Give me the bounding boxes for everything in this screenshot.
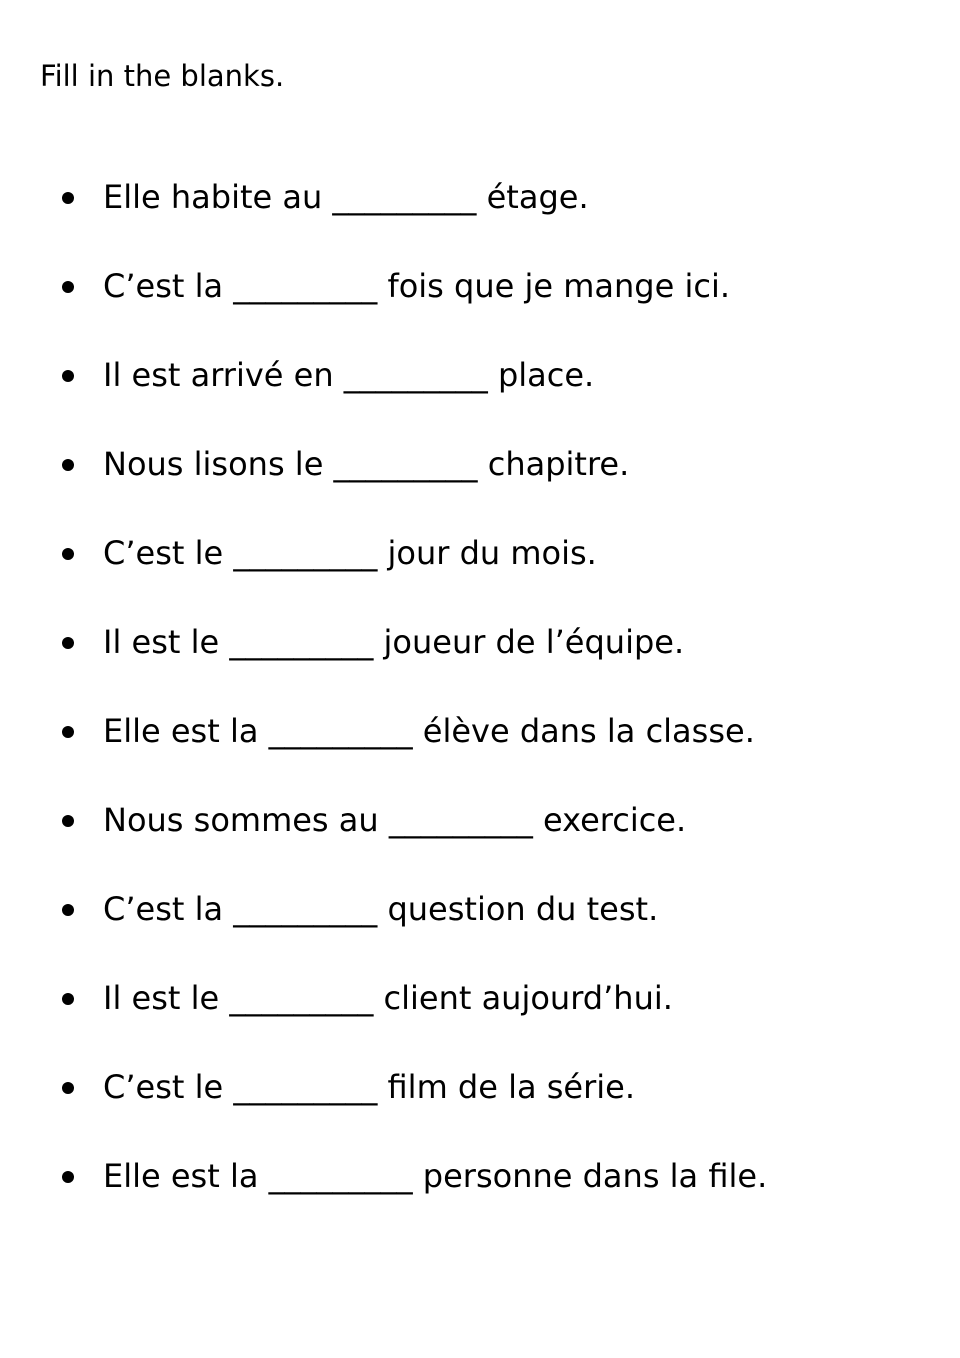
- list-item: [0, 887, 960, 976]
- bullet-icon: [62, 192, 74, 204]
- blank-line: _________: [333, 445, 478, 483]
- bullet-icon: [62, 548, 74, 560]
- sentence-after: jour du mois.: [387, 534, 597, 572]
- sentence-before: Nous sommes au: [103, 801, 379, 839]
- bullet-icon: [62, 904, 74, 916]
- sentence-text: [103, 531, 597, 575]
- instructions-text: Fill in the blanks.: [40, 59, 285, 93]
- list-item: [0, 620, 960, 709]
- sentence-after: étage.: [486, 178, 589, 216]
- blank-line: _________: [233, 534, 378, 572]
- sentence-text: [103, 798, 686, 842]
- blank-line: _________: [388, 801, 533, 839]
- bullet-icon: [62, 637, 74, 649]
- list-item: [0, 264, 960, 353]
- sentence-before: C’est la: [103, 890, 224, 928]
- sentence-before: Nous lisons le: [103, 445, 324, 483]
- sentence-after: chapitre.: [487, 445, 630, 483]
- sentence-text: [103, 442, 629, 486]
- blank-line: _________: [343, 356, 488, 394]
- list-item: [0, 709, 960, 798]
- sentence-before: C’est le: [103, 534, 224, 572]
- list-item: [0, 442, 960, 531]
- sentence-before: Elle est la: [103, 1157, 259, 1195]
- sentence-after: exercice.: [543, 801, 687, 839]
- list-item: [0, 976, 960, 1065]
- sentence-before: C’est la: [103, 267, 224, 305]
- sentence-after: élève dans la classe.: [422, 712, 755, 750]
- blank-line: _________: [229, 623, 374, 661]
- sentence-text: [103, 353, 594, 397]
- sentence-after: joueur de l’équipe.: [383, 623, 685, 661]
- sentence-after: film de la série.: [387, 1068, 636, 1106]
- bullet-icon: [62, 1171, 74, 1183]
- blank-line: _________: [229, 979, 374, 1017]
- sentence-text: [103, 264, 730, 308]
- blank-line: _________: [233, 890, 378, 928]
- blank-line: _________: [268, 1157, 413, 1195]
- bullet-icon: [62, 1082, 74, 1094]
- sentence-after: place.: [497, 356, 595, 394]
- bullet-icon: [62, 370, 74, 382]
- sentence-text: [103, 709, 755, 753]
- bullet-icon: [62, 281, 74, 293]
- bullet-icon: [62, 815, 74, 827]
- sentence-text: [103, 887, 658, 931]
- sentence-after: question du test.: [387, 890, 659, 928]
- blank-line: _________: [233, 267, 378, 305]
- sentence-text: [103, 175, 589, 219]
- list-item: [0, 353, 960, 442]
- sentence-before: Elle est la: [103, 712, 259, 750]
- sentence-before: Il est le: [103, 623, 220, 661]
- list-item: [0, 1065, 960, 1154]
- sentence-before: Elle habite au: [103, 178, 323, 216]
- sentence-list: [0, 175, 960, 1243]
- sentence-before: C’est le: [103, 1068, 224, 1106]
- list-item: [0, 175, 960, 264]
- bullet-icon: [62, 726, 74, 738]
- sentence-text: [103, 1154, 767, 1198]
- list-item: [0, 798, 960, 887]
- blank-line: _________: [332, 178, 477, 216]
- sentence-text: [103, 620, 684, 664]
- sentence-before: Il est arrivé en: [103, 356, 334, 394]
- bullet-icon: [62, 993, 74, 1005]
- bullet-icon: [62, 459, 74, 471]
- sentence-after: fois que je mange ici.: [387, 267, 730, 305]
- blank-line: _________: [233, 1068, 378, 1106]
- sentence-text: [103, 976, 673, 1020]
- blank-line: _________: [268, 712, 413, 750]
- list-item: [0, 531, 960, 620]
- list-item: [0, 1154, 960, 1243]
- sentence-after: personne dans la file.: [422, 1157, 768, 1195]
- sentence-after: client aujourd’hui.: [383, 979, 673, 1017]
- sentence-text: [103, 1065, 635, 1109]
- sentence-before: Il est le: [103, 979, 220, 1017]
